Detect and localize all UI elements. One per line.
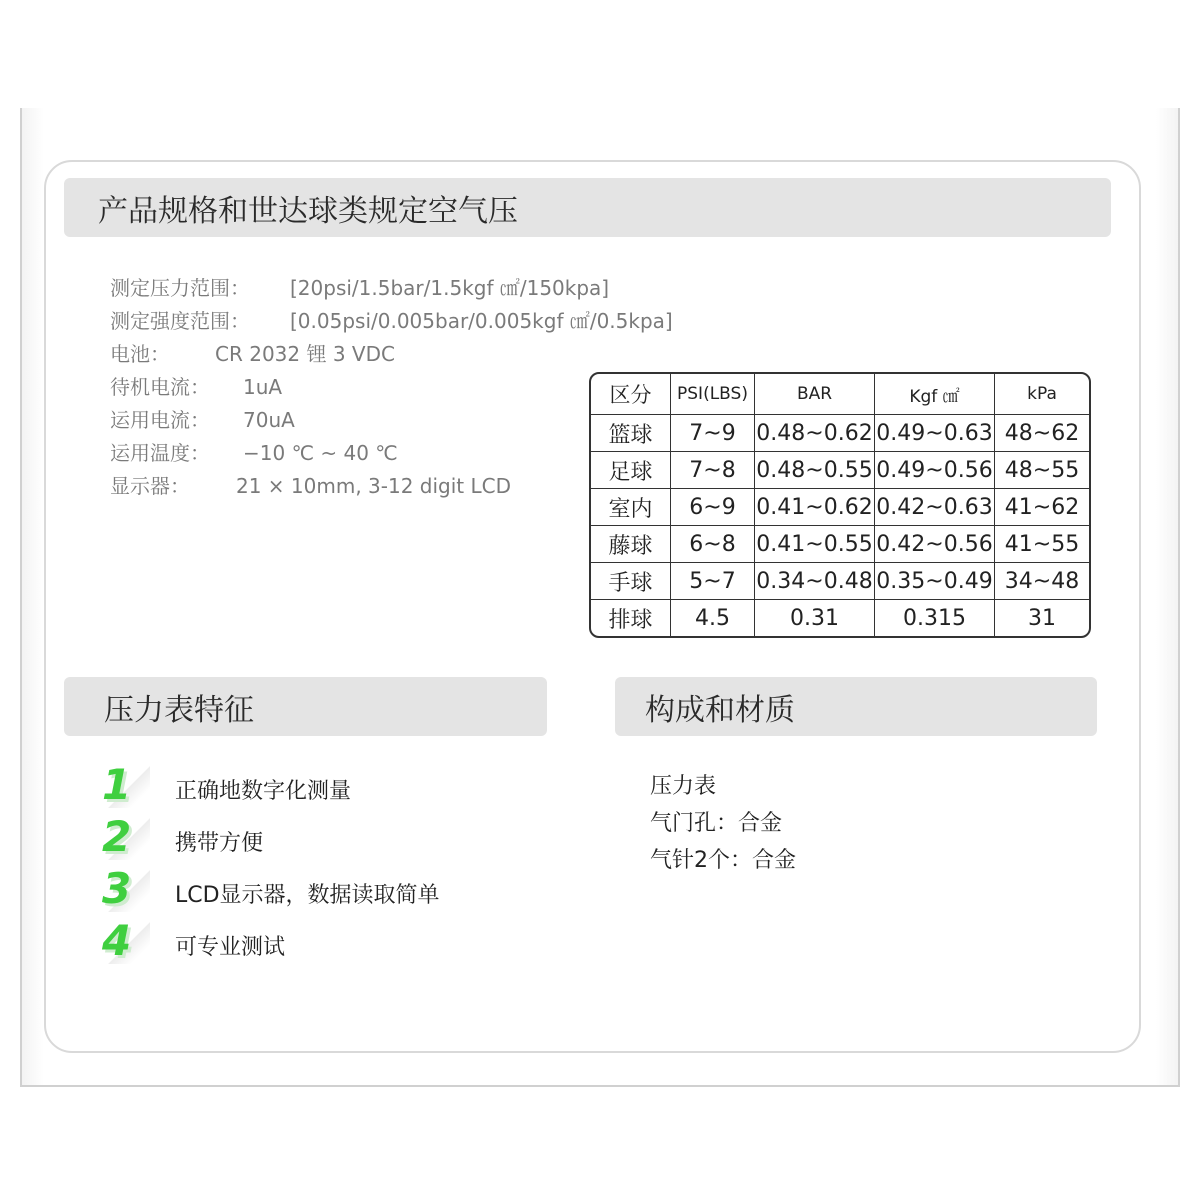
table-cell: 0.41~0.55 xyxy=(755,526,875,563)
spec-value: 1uA xyxy=(243,375,283,399)
table-cell: 4.5 xyxy=(671,600,755,636)
spec-label: 测定强度范围： xyxy=(110,309,250,333)
spec-row-battery xyxy=(110,338,673,371)
table-cell: 手球 xyxy=(591,563,671,600)
table-row xyxy=(591,489,1089,526)
table-cell: 0.42~0.63 xyxy=(875,489,995,526)
table-cell: 足球 xyxy=(591,452,671,489)
feature-item xyxy=(100,864,520,916)
table-cell: 0.49~0.56 xyxy=(875,452,995,489)
spec-label: 电池： xyxy=(110,342,170,366)
spec-label: 运用电流： xyxy=(110,408,210,432)
feature-list xyxy=(100,760,520,968)
table-header-cell: PSI(LBS) xyxy=(671,374,755,415)
spec-row-pressure-range xyxy=(110,272,673,305)
table-cell: 7~8 xyxy=(671,452,755,489)
composition-list xyxy=(650,768,796,879)
table-header-cell: Kgf ㎠ xyxy=(875,374,995,415)
spec-value: 70uA xyxy=(243,408,295,432)
feature-number: 1 xyxy=(102,762,150,808)
table-row xyxy=(591,415,1089,452)
table-cell: 0.34~0.48 xyxy=(755,563,875,600)
table-header-cell: kPa xyxy=(995,374,1089,415)
feature-item xyxy=(100,916,520,968)
table-cell: 篮球 xyxy=(591,415,671,452)
feature-text: 正确地数字化测量 xyxy=(175,779,352,804)
table-cell: 藤球 xyxy=(591,526,671,563)
table-cell: 0.35~0.49 xyxy=(875,563,995,600)
features-section-header xyxy=(64,677,547,736)
table-cell: 6~9 xyxy=(671,489,755,526)
table-cell: 41~55 xyxy=(995,526,1089,563)
spec-label: 待机电流： xyxy=(110,375,210,399)
table-cell: 室内 xyxy=(591,489,671,526)
table-cell: 0.49~0.63 xyxy=(875,415,995,452)
spec-value: −10 ℃ ~ 40 ℃ xyxy=(243,441,398,465)
table-header-cell: 区分 xyxy=(591,374,671,415)
feature-text: 携带方便 xyxy=(175,831,264,856)
feature-item xyxy=(100,760,520,812)
composition-item: 气针2个：合金 xyxy=(650,848,796,873)
feature-number: 3 xyxy=(102,866,150,912)
table-row xyxy=(591,600,1089,636)
spec-section-header xyxy=(64,178,1111,237)
table-cell: 0.315 xyxy=(875,600,995,636)
composition-item: 气门孔：合金 xyxy=(650,811,783,836)
table-row xyxy=(591,526,1089,563)
table-cell: 0.31 xyxy=(755,600,875,636)
table-cell: 5~7 xyxy=(671,563,755,600)
table-cell: 41~62 xyxy=(995,489,1089,526)
spec-label: 运用温度： xyxy=(110,441,210,465)
composition-item: 压力表 xyxy=(650,774,717,799)
table-cell: 0.48~0.55 xyxy=(755,452,875,489)
spec-value: 21 × 10mm, 3-12 digit LCD xyxy=(236,474,512,498)
spec-row-precision-range xyxy=(110,305,673,338)
feature-number: 2 xyxy=(102,814,150,860)
table-cell: 0.48~0.62 xyxy=(755,415,875,452)
spec-label: 显示器： xyxy=(110,474,190,498)
table-row xyxy=(591,452,1089,489)
table-cell: 48~62 xyxy=(995,415,1089,452)
composition-section-title: 构成和材质 xyxy=(645,692,795,728)
spec-value: CR 2032 锂 3 VDC xyxy=(215,342,395,366)
composition-section-header xyxy=(615,677,1097,736)
feature-text: LCD显示器，数据读取简单 xyxy=(175,883,440,908)
feature-item xyxy=(100,812,520,864)
table-cell: 48~55 xyxy=(995,452,1089,489)
table-header-row xyxy=(591,374,1089,415)
feature-number: 4 xyxy=(102,918,150,964)
table-cell: 7~9 xyxy=(671,415,755,452)
table-cell: 0.42~0.56 xyxy=(875,526,995,563)
table-row xyxy=(591,563,1089,600)
table-cell: 6~8 xyxy=(671,526,755,563)
spec-value: [0.05psi/0.005bar/0.005kgf ㎠/0.5kpa] xyxy=(290,309,673,333)
spec-value: [20psi/1.5bar/1.5kgf ㎠/150kpa] xyxy=(290,276,610,300)
table-header-cell: BAR xyxy=(755,374,875,415)
spec-label: 测定压力范围： xyxy=(110,276,250,300)
feature-text: 可专业测试 xyxy=(175,935,286,960)
features-section-title: 压力表特征 xyxy=(104,692,254,728)
table-cell: 34~48 xyxy=(995,563,1089,600)
spec-section-title: 产品规格和世达球类规定空气压 xyxy=(98,193,518,229)
ball-pressure-table xyxy=(589,372,1091,638)
table-cell: 0.41~0.62 xyxy=(755,489,875,526)
table-cell: 排球 xyxy=(591,600,671,636)
table-cell: 31 xyxy=(1028,605,1056,631)
